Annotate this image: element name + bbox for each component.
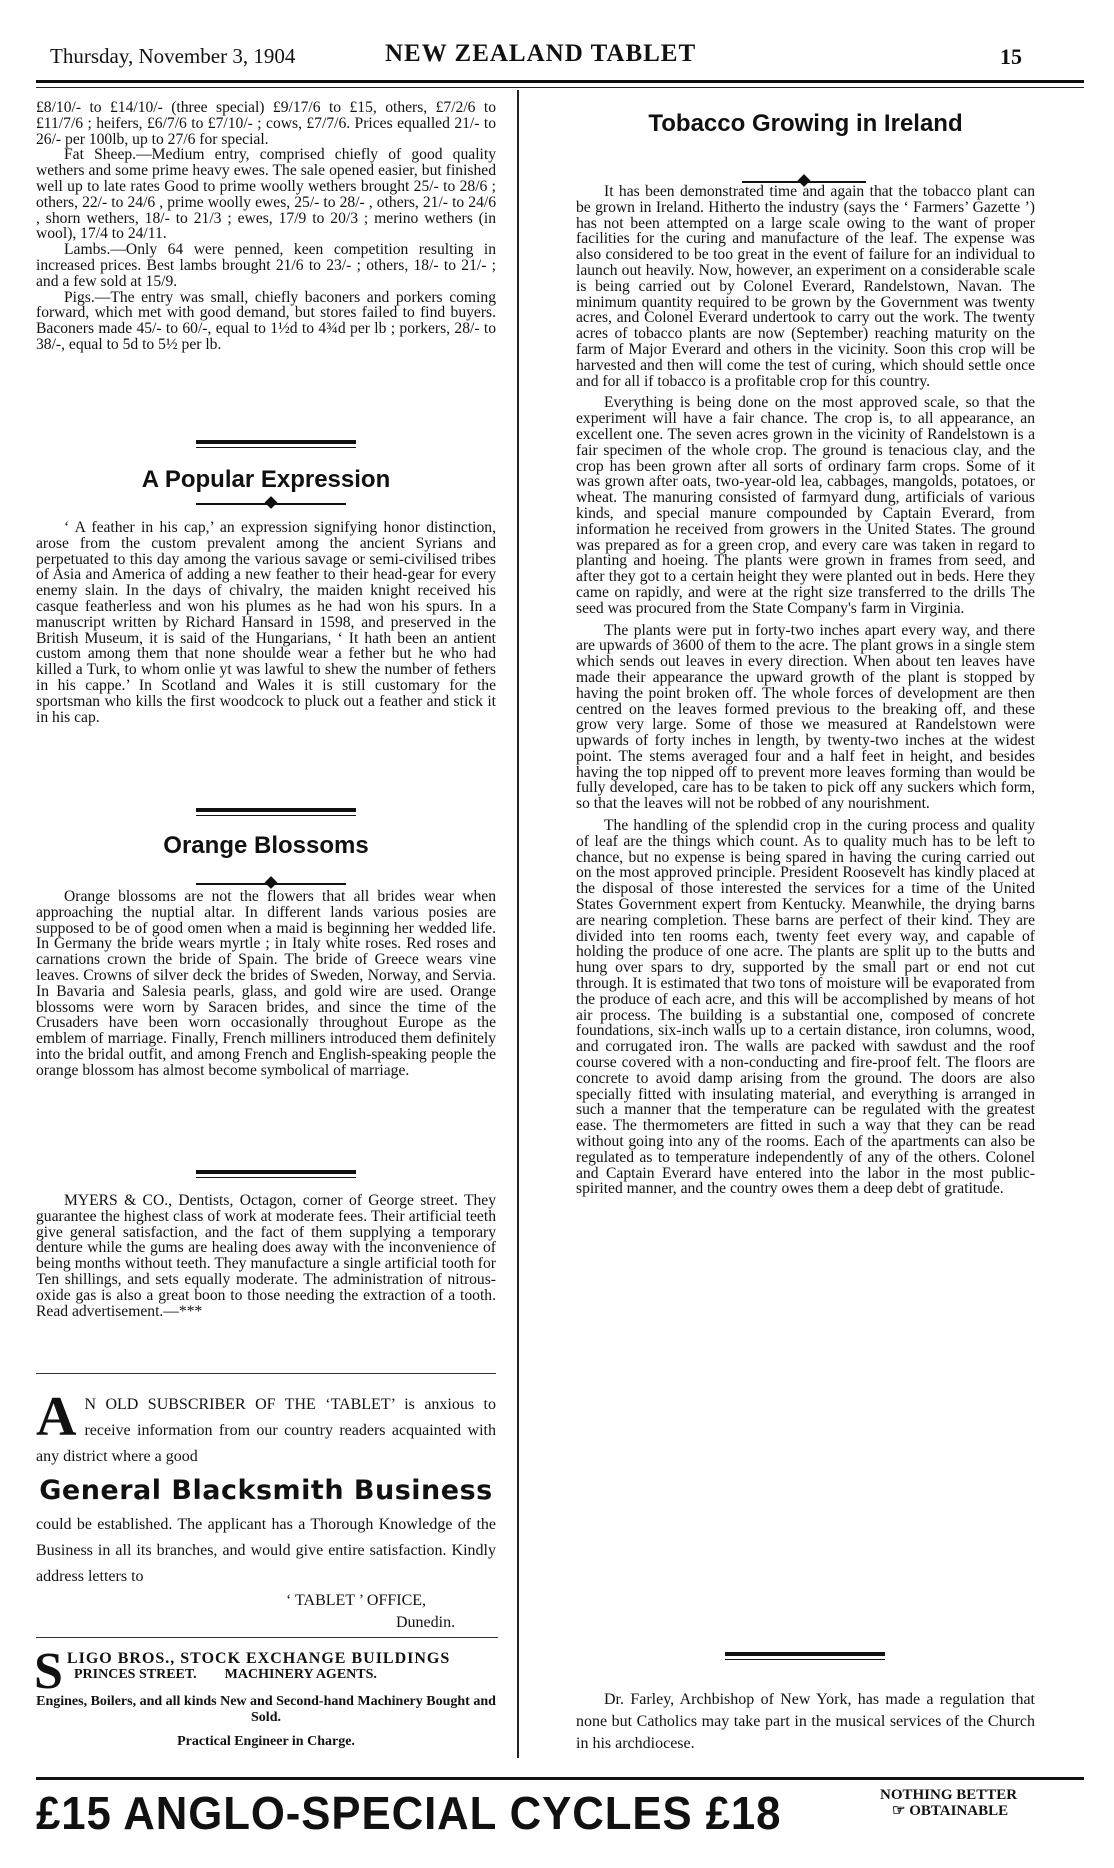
tagline-1: NOTHING BETTER [880,1787,1018,1803]
article-title-popular-expression: A Popular Expression [141,466,391,493]
article-title-tobacco: Tobacco Growing in Ireland [648,110,963,137]
article-paragraph: The handling of the splendid crop in the curing process and quality of leaf are the things which count. As to quality much has to be left to chance, but no expense is being spared in having the curing carried out on the most approved principle. President Roosevelt has kindly placed at the disposal of those interested the services for a time of the United States Government expert from Kentucky. Meanwhile, the drying barns are nearing completion. These barns are perfect of their kind. They are divided into ten rooms each, twenty feet every way, and capable of holding the produce of one acre. The plants are split up to the butts and hung over spars to dry, supported by the small part or end not cut through. It is estimated that two tons of moisture will be evaporated from the produce of each acre, and this will be accomplished by means of hot air process. The building is a substantial one, composed of concrete foundations, six-inch walls up to a certain distance, iron columns, wood, and corrugated iron. The walls are packed with sawdust and the roof course covered with a non-conducting and fire-proof felt. The floors are concrete to avoid damp arising from the ground. The doors are also specially fitted with insulating material, and everything is arranged in such a manner that the temperature can be regulated with the greatest ease. The thermometers are fitted in such a way that they can be read without going into any of the rooms. Each of the apartments can also be regulated as to temperature independently of any of the others. Colonel and Captain Everard have entered into the labor in the most public-spirited manner, and the country owes them a deep debt of gratitude. [576,817,1035,1198]
drop-cap: S [34,1643,63,1700]
article-paragraph: It has been demonstrated time and again that the tobacco plant can be grown in Ireland. Hitherto the industry (says the ‘ Farmers’ Gazette ’) has not been attempted on a large scale owing to the want of proper facilities for the curing and manufacture of the leaf. The expense was also considered to be too great in the event of failure for an individual to launch out heavily. Now, however, an experiment on a considerable scale is being carried out by Colonel Everard, Randelstown, Navan. The minimum quantity required to be grown by the Government was twenty acres, and Colonel Everard undertook to carry out the work. The twenty acres of tobacco plants are now (September) reaching maturity on the farm of Major Everard and others in the vicinity. Soon this crop will be harvested and then will come the test of curing, which should settle once and for all if tobacco is a profitable crop for this country. [576,183,1035,390]
ad-address-1: ‘ TABLET ’ OFFICE, [286,1592,427,1609]
column-divider [517,90,519,1758]
market-paragraph: £8/10/- to £14/10/- (three special) £9/17/6 to £15, others, £7/2/6 to £11/7/6 ; heifers, £6/7/6 to £7/10/- ; cows, £7/7/6. Prices equalled 21/- to 26/- per 100lb, up to 27/6 for special. [36,99,496,148]
cycles-banner: £15 ANGLO-SPECIAL CYCLES £18 [36,1787,782,1839]
issue-date: Thursday, November 3, 1904 [50,44,296,68]
article-body: ‘ A feather in his cap,’ an expression signifying honor distinction, arose from the custom prevalent among the ancient Syrians and perpetuated to this day among the various savage or semi-civilised tribes of Asia and America of adding a new feather to their head-gear for every enemy slain. In the days of chivalry, the maiden knight received his casque featherless and won his plumes as he had won his spurs. In a manuscript written by Richard Hansard in 1598, and preserved in the British Museum, it is said of the Hungarians, ‘ It hath been an antient custom among them that none shoulde wear a fether but he who had killed a Turk, to whom onlie yt was lawful to shew the number of fethers in his cappe.’ In Scotland and Wales it is still customary for the sportsman who kills the first woodcock to pluck out a feather and stick it in his cap. [36,519,496,726]
article-orange-blossoms [36,889,496,1079]
ad-body: could be established. The applicant has a Thorough Knowledge of the Business in all its branches, and would give entire satisfaction. Kindly address letters to [36,1516,496,1585]
ornament-divider [196,498,346,510]
farley-notice: Dr. Farley, Archbishop of New York, has made a regulation that none but Catholics may take part in the musical services of the Church in his archdiocese. [576,1691,1035,1752]
article-body: Orange blossoms are not the flowers that all brides wear when approaching the nuptial altar. In different lands various posies are supposed to be of good omen when a maid is beginning her wedded life. In Germany the bride wears myrtle ; in Italy white roses. Red roses and carnations crown the bride of Spain. The bride of Greece wears vine leaves. Crowns of silver deck the brides of Sweden, Norway, and Servia. In Bavaria and Salesia pearls, glass, and gold wire are used. Orange blossoms were worn by Saracen brides, and since the time of the Crusaders have been worn occasionally throughout Europe as the emblem of marriage. Finally, French milliners introduced them definitely into the bridal outfit, and among French and English-speaking people the orange blossom has almost become symbolical of marriage. [36,888,496,1079]
section-rule [196,1170,356,1178]
page-number: 15 [1000,44,1022,69]
header-rule [36,80,1084,83]
sligo-line-3: Engines, Boilers, and all kinds New and Second-hand Machinery Bought and Sold. [36,1694,496,1725]
sligo-line-2: PRINCES STREET. MACHINERY AGENTS. [74,1667,377,1682]
subscriber-ad [36,1386,496,1634]
market-paragraph: Lambs.—Only 64 were penned, keen competition resulting in increased prices. Best lambs brought 21/6 to 23/- ; others, 18/- to 21/- ; and a few sold at 15/9. [36,241,496,290]
myers-notice [36,1193,496,1319]
market-paragraph: Pigs.—The entry was small, chiefly baconers and porkers coming forward, which met with good demand, but stores failed to find buyers. Baconers made 45/- to 60/-, equal to 1½d to 4¾d per lb ; porkers, 28/- to 38/-, equal to 5d to 5½ per lb. [36,288,496,353]
header-rule-thin [36,87,1084,88]
article-title-orange-blossoms: Orange Blossoms [163,832,369,859]
banner-rule [36,1777,1084,1780]
section-rule [196,808,356,816]
market-paragraph: Fat Sheep.—Medium entry, comprised chiefly of good quality wethers and some prime heavy ewes. The sale opened easier, but finished well up to late rates Good to prime woolly wethers brought 25/- to 28/6 ; others, 22/- to 24/6 , prime woolly ewes, 25/- to 28/- , others, 21/- to 24/6 , shorn wethers, 18/- to 21/3 ; ewes, 17/9 to 20/3 ; merino wethers (in wool), 17/4 to 24/11. [36,146,496,243]
article-tobacco [576,184,1035,1197]
section-rule [196,440,356,448]
banner-tagline [880,1787,1017,1819]
article-paragraph: Everything is being done on the most approved scale, so that the experiment will have a fair chance. The crop is, to all appearance, an excellent one. The seven acres grown in the vicinity of Randelstown is a fair specimen of the whole crop. The ground is tenacious clay, and the crop has been grown after all sorts of ordinary farm crops. Some of it was grown after oats, two-year-old lea, cabbages, mangolds, potatoes, or wheat. The manuring consisted of farmyard dung, artificials of various kinds, and special manure compounded by Captain Everard, from information he received from growers in the United States. The ground was prepared as for a green crop, and every care was taken in regard to planting and hoeing. The plants were grown in frames from seed, and after they got to a certain height they were planted out in beds. Here they came on rapidly, and were at the right size transferred to the drills The seed was procured from the State Company's farm in Virginia. [576,394,1035,617]
sligo-line-4: Practical Engineer in Charge. [177,1734,355,1749]
sligo-ad [34,1643,498,1750]
ad-rule [36,1637,498,1638]
ad-address-2: Dunedin. [396,1614,456,1631]
article-popular-expression [36,520,496,725]
section-rule [725,1652,885,1660]
tagline-2: ☞ OBTAINABLE [892,1803,1009,1819]
ad-rule [36,1373,496,1374]
myers-text: MYERS & CO., Dentists, Octagon, corner of George street. They guarantee the highest class of work at moderate fees. Their artificial teeth give general satisfaction, and the fact of them supplying a temporary denture while the gums are healing does away with the inconvenience of being months without teeth. They manufacture a single artificial tooth for Ten shillings, and sets equally moderate. The administration of nitrous-oxide gas is also a great boon to those needing the extraction of a tooth. Read advertisement.—*** [36,1192,496,1320]
sligo-line-1: LIGO BROS., STOCK EXCHANGE BUILDINGS [66,1650,451,1667]
masthead-title: NEW ZEALAND TABLET [385,40,697,67]
article-paragraph: The plants were put in forty-two inches apart every way, and there are upwards of 3600 of them to the acre. The plant grows in a single stem which sends out leaves in every direction. When about ten leaves have made their appearance the upward growth of the plant is stopped by having the point broken off. The whole forces of development are then centred on the leaves formed previous to the breaking off, and these grow very large. Some of those we measured at Randelstown were upwards of forty inches in length, by twenty-two inches at the widest point. The stems averaged four and a half feet in height, and besides having the top nipped off to prevent more leaves forming than would be fully developed, care has to be taken to pick off any suckers which form, so that the leaves will not be robbed of any nourishment. [576,621,1035,813]
drop-cap: A [36,1386,77,1448]
ad-lead: N OLD SUBSCRIBER OF THE ‘TABLET’ is anxious to receive information from our country readers acquainted with any district where a good [36,1396,496,1465]
ad-headline: General Blacksmith Business [39,1475,493,1506]
market-report [36,100,496,353]
